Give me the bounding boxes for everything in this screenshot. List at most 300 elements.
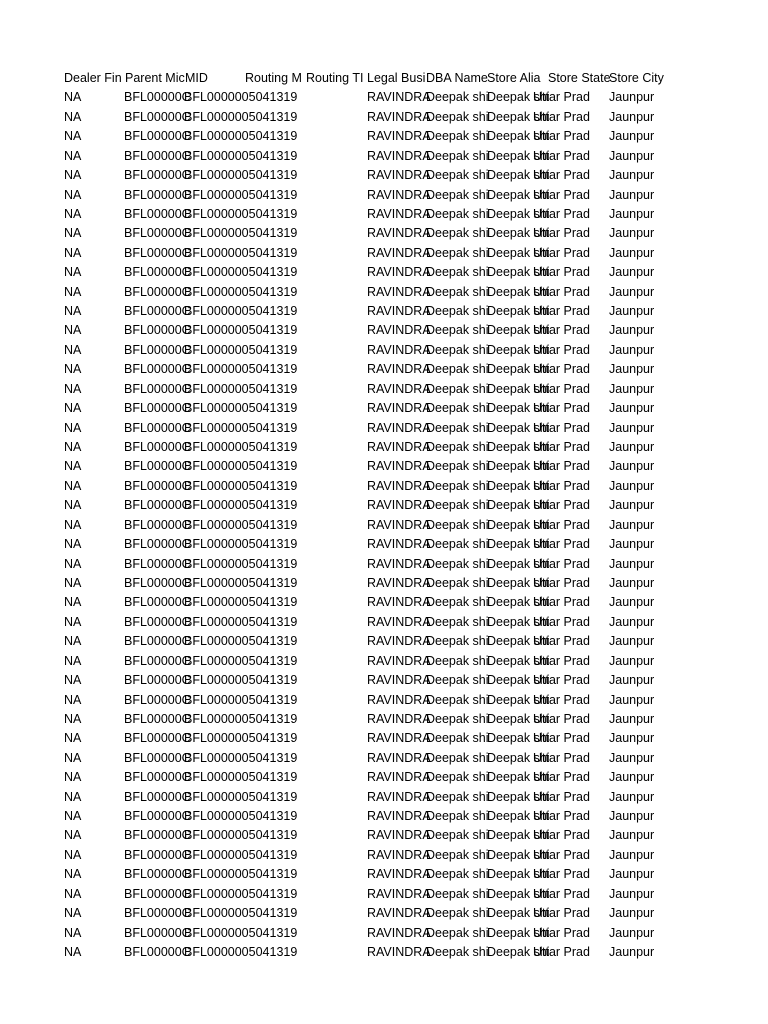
- cell-legal-business: RAVINDRA: [367, 809, 431, 824]
- cell-mid: BFL0000005041319: [184, 226, 298, 241]
- cell-mid: BFL0000005041319: [184, 595, 298, 610]
- cell-dealer-fin: NA: [64, 692, 82, 707]
- cell-store-alias: Deepak shi: [487, 265, 550, 280]
- cell-dba-name: Deepak shi: [426, 265, 489, 280]
- cell-mid: BFL0000005041319: [184, 420, 298, 435]
- cell-dealer-fin: NA: [64, 459, 82, 474]
- cell-dba-name: Deepak shi: [426, 90, 489, 105]
- table-row: [0, 341, 768, 360]
- cell-store-state: Uttar Prad: [533, 847, 590, 862]
- cell-dealer-fin: NA: [64, 711, 82, 726]
- cell-dealer-fin: NA: [64, 478, 82, 493]
- cell-dealer-fin: NA: [64, 187, 82, 202]
- header-dba-name: DBA Name: [426, 71, 488, 85]
- cell-store-city: Jaunpur: [609, 886, 655, 901]
- cell-parent-mid: BFL00000C: [124, 595, 191, 610]
- cell-dba-name: Deepak shi: [426, 537, 489, 552]
- cell-parent-mid: BFL00000C: [124, 517, 191, 532]
- cell-store-alias: Deepak shi: [487, 537, 550, 552]
- cell-mid: BFL0000005041319: [184, 556, 298, 571]
- header-routing-ti: Routing TI: [306, 71, 364, 85]
- cell-mid: BFL0000005041319: [184, 265, 298, 280]
- table-row: [0, 943, 768, 962]
- cell-dba-name: Deepak shi: [426, 187, 489, 202]
- table-row: [0, 710, 768, 729]
- table-row: [0, 263, 768, 282]
- cell-legal-business: RAVINDRA: [367, 789, 431, 804]
- cell-store-alias: Deepak shi: [487, 711, 550, 726]
- header-dealer-fin: Dealer Fin: [64, 71, 122, 85]
- cell-dba-name: Deepak shi: [426, 595, 489, 610]
- cell-dealer-fin: NA: [64, 90, 82, 105]
- cell-mid: BFL0000005041319: [184, 440, 298, 455]
- header-store-alias: Store Alia: [487, 71, 541, 85]
- cell-store-alias: Deepak shi: [487, 362, 550, 377]
- cell-store-state: Uttar Prad: [533, 498, 590, 513]
- cell-mid: BFL0000005041319: [184, 284, 298, 299]
- cell-dealer-fin: NA: [64, 867, 82, 882]
- cell-parent-mid: BFL00000C: [124, 362, 191, 377]
- cell-store-alias: Deepak shi: [487, 770, 550, 785]
- cell-parent-mid: BFL00000C: [124, 770, 191, 785]
- cell-legal-business: RAVINDRA: [367, 595, 431, 610]
- cell-store-city: Jaunpur: [609, 595, 655, 610]
- cell-store-alias: Deepak shi: [487, 304, 550, 319]
- cell-legal-business: RAVINDRA: [367, 692, 431, 707]
- table-row: [0, 865, 768, 884]
- cell-legal-business: RAVINDRA: [367, 342, 431, 357]
- cell-parent-mid: BFL00000C: [124, 206, 191, 221]
- cell-store-city: Jaunpur: [609, 381, 655, 396]
- cell-legal-business: RAVINDRA: [367, 187, 431, 202]
- cell-parent-mid: BFL00000C: [124, 886, 191, 901]
- cell-parent-mid: BFL00000C: [124, 284, 191, 299]
- cell-store-city: Jaunpur: [609, 711, 655, 726]
- cell-dealer-fin: NA: [64, 304, 82, 319]
- cell-dealer-fin: NA: [64, 537, 82, 552]
- cell-parent-mid: BFL00000C: [124, 750, 191, 765]
- cell-store-state: Uttar Prad: [533, 362, 590, 377]
- cell-dba-name: Deepak shi: [426, 148, 489, 163]
- cell-store-alias: Deepak shi: [487, 886, 550, 901]
- cell-dealer-fin: NA: [64, 789, 82, 804]
- cell-legal-business: RAVINDRA: [367, 362, 431, 377]
- table-row: [0, 904, 768, 923]
- cell-dealer-fin: NA: [64, 226, 82, 241]
- cell-store-state: Uttar Prad: [533, 245, 590, 260]
- cell-parent-mid: BFL00000C: [124, 323, 191, 338]
- table-row: [0, 652, 768, 671]
- cell-dba-name: Deepak shi: [426, 284, 489, 299]
- table-row: [0, 360, 768, 379]
- header-row: [0, 69, 768, 88]
- cell-mid: BFL0000005041319: [184, 478, 298, 493]
- cell-store-state: Uttar Prad: [533, 381, 590, 396]
- cell-dealer-fin: NA: [64, 828, 82, 843]
- cell-mid: BFL0000005041319: [184, 731, 298, 746]
- cell-store-state: Uttar Prad: [533, 517, 590, 532]
- cell-legal-business: RAVINDRA: [367, 634, 431, 649]
- cell-parent-mid: BFL00000C: [124, 304, 191, 319]
- cell-store-alias: Deepak shi: [487, 634, 550, 649]
- cell-legal-business: RAVINDRA: [367, 886, 431, 901]
- cell-dealer-fin: NA: [64, 634, 82, 649]
- cell-store-state: Uttar Prad: [533, 226, 590, 241]
- table-row: [0, 846, 768, 865]
- cell-mid: BFL0000005041319: [184, 886, 298, 901]
- cell-parent-mid: BFL00000C: [124, 168, 191, 183]
- cell-dba-name: Deepak shi: [426, 906, 489, 921]
- table-row: [0, 535, 768, 554]
- cell-dba-name: Deepak shi: [426, 770, 489, 785]
- cell-dba-name: Deepak shi: [426, 575, 489, 590]
- cell-dealer-fin: NA: [64, 206, 82, 221]
- cell-store-alias: Deepak shi: [487, 809, 550, 824]
- table-row: [0, 438, 768, 457]
- cell-dba-name: Deepak shi: [426, 809, 489, 824]
- cell-parent-mid: BFL00000C: [124, 498, 191, 513]
- cell-mid: BFL0000005041319: [184, 809, 298, 824]
- cell-parent-mid: BFL00000C: [124, 847, 191, 862]
- cell-store-alias: Deepak shi: [487, 614, 550, 629]
- cell-mid: BFL0000005041319: [184, 304, 298, 319]
- cell-legal-business: RAVINDRA: [367, 265, 431, 280]
- table-row: [0, 768, 768, 787]
- cell-dba-name: Deepak shi: [426, 867, 489, 882]
- table-row: [0, 166, 768, 185]
- cell-mid: BFL0000005041319: [184, 381, 298, 396]
- cell-store-alias: Deepak shi: [487, 401, 550, 416]
- cell-dba-name: Deepak shi: [426, 789, 489, 804]
- cell-dealer-fin: NA: [64, 323, 82, 338]
- table-row: [0, 477, 768, 496]
- cell-store-state: Uttar Prad: [533, 459, 590, 474]
- cell-dealer-fin: NA: [64, 750, 82, 765]
- cell-parent-mid: BFL00000C: [124, 148, 191, 163]
- cell-store-alias: Deepak shi: [487, 789, 550, 804]
- table-row: [0, 826, 768, 845]
- header-routing-m: Routing M: [245, 71, 302, 85]
- cell-dba-name: Deepak shi: [426, 478, 489, 493]
- cell-store-state: Uttar Prad: [533, 420, 590, 435]
- cell-store-alias: Deepak shi: [487, 478, 550, 493]
- cell-legal-business: RAVINDRA: [367, 284, 431, 299]
- cell-store-state: Uttar Prad: [533, 886, 590, 901]
- data-rows: [0, 88, 768, 962]
- cell-mid: BFL0000005041319: [184, 828, 298, 843]
- header-parent-mid: Parent Mic: [125, 71, 185, 85]
- cell-dealer-fin: NA: [64, 944, 82, 959]
- cell-dealer-fin: NA: [64, 906, 82, 921]
- cell-mid: BFL0000005041319: [184, 459, 298, 474]
- cell-store-alias: Deepak shi: [487, 323, 550, 338]
- cell-parent-mid: BFL00000C: [124, 711, 191, 726]
- cell-store-city: Jaunpur: [609, 556, 655, 571]
- cell-store-alias: Deepak shi: [487, 109, 550, 124]
- cell-store-state: Uttar Prad: [533, 925, 590, 940]
- cell-store-state: Uttar Prad: [533, 789, 590, 804]
- cell-store-state: Uttar Prad: [533, 653, 590, 668]
- cell-mid: BFL0000005041319: [184, 206, 298, 221]
- cell-store-city: Jaunpur: [609, 459, 655, 474]
- cell-parent-mid: BFL00000C: [124, 828, 191, 843]
- cell-store-state: Uttar Prad: [533, 537, 590, 552]
- table-row: [0, 88, 768, 107]
- cell-store-city: Jaunpur: [609, 323, 655, 338]
- table-row: [0, 496, 768, 515]
- cell-store-state: Uttar Prad: [533, 770, 590, 785]
- cell-store-alias: Deepak shi: [487, 673, 550, 688]
- table-row: [0, 749, 768, 768]
- cell-dealer-fin: NA: [64, 673, 82, 688]
- cell-dealer-fin: NA: [64, 556, 82, 571]
- cell-mid: BFL0000005041319: [184, 148, 298, 163]
- cell-dealer-fin: NA: [64, 168, 82, 183]
- cell-store-alias: Deepak shi: [487, 828, 550, 843]
- cell-mid: BFL0000005041319: [184, 342, 298, 357]
- cell-legal-business: RAVINDRA: [367, 828, 431, 843]
- cell-store-city: Jaunpur: [609, 809, 655, 824]
- cell-store-alias: Deepak shi: [487, 148, 550, 163]
- cell-legal-business: RAVINDRA: [367, 148, 431, 163]
- cell-store-city: Jaunpur: [609, 847, 655, 862]
- cell-mid: BFL0000005041319: [184, 634, 298, 649]
- cell-mid: BFL0000005041319: [184, 517, 298, 532]
- cell-legal-business: RAVINDRA: [367, 440, 431, 455]
- cell-store-state: Uttar Prad: [533, 401, 590, 416]
- table-row: [0, 788, 768, 807]
- cell-store-city: Jaunpur: [609, 692, 655, 707]
- cell-store-city: Jaunpur: [609, 770, 655, 785]
- cell-parent-mid: BFL00000C: [124, 537, 191, 552]
- cell-store-alias: Deepak shi: [487, 498, 550, 513]
- cell-legal-business: RAVINDRA: [367, 109, 431, 124]
- cell-store-state: Uttar Prad: [533, 556, 590, 571]
- cell-mid: BFL0000005041319: [184, 847, 298, 862]
- cell-parent-mid: BFL00000C: [124, 187, 191, 202]
- cell-store-state: Uttar Prad: [533, 187, 590, 202]
- cell-store-city: Jaunpur: [609, 284, 655, 299]
- cell-store-alias: Deepak shi: [487, 459, 550, 474]
- cell-parent-mid: BFL00000C: [124, 440, 191, 455]
- cell-dba-name: Deepak shi: [426, 731, 489, 746]
- cell-store-city: Jaunpur: [609, 109, 655, 124]
- cell-legal-business: RAVINDRA: [367, 245, 431, 260]
- cell-dba-name: Deepak shi: [426, 206, 489, 221]
- cell-dba-name: Deepak shi: [426, 886, 489, 901]
- cell-dba-name: Deepak shi: [426, 673, 489, 688]
- sheet-grid: [0, 69, 768, 962]
- cell-dba-name: Deepak shi: [426, 323, 489, 338]
- table-row: [0, 691, 768, 710]
- cell-store-city: Jaunpur: [609, 148, 655, 163]
- cell-legal-business: RAVINDRA: [367, 90, 431, 105]
- cell-dba-name: Deepak shi: [426, 498, 489, 513]
- cell-store-state: Uttar Prad: [533, 323, 590, 338]
- cell-store-city: Jaunpur: [609, 614, 655, 629]
- cell-store-alias: Deepak shi: [487, 595, 550, 610]
- cell-dealer-fin: NA: [64, 362, 82, 377]
- cell-parent-mid: BFL00000C: [124, 789, 191, 804]
- table-row: [0, 380, 768, 399]
- cell-store-city: Jaunpur: [609, 537, 655, 552]
- cell-mid: BFL0000005041319: [184, 109, 298, 124]
- table-row: [0, 924, 768, 943]
- cell-legal-business: RAVINDRA: [367, 226, 431, 241]
- cell-parent-mid: BFL00000C: [124, 614, 191, 629]
- table-row: [0, 147, 768, 166]
- cell-store-state: Uttar Prad: [533, 673, 590, 688]
- cell-legal-business: RAVINDRA: [367, 323, 431, 338]
- cell-mid: BFL0000005041319: [184, 750, 298, 765]
- cell-legal-business: RAVINDRA: [367, 750, 431, 765]
- cell-dba-name: Deepak shi: [426, 304, 489, 319]
- cell-dba-name: Deepak shi: [426, 925, 489, 940]
- cell-parent-mid: BFL00000C: [124, 809, 191, 824]
- cell-parent-mid: BFL00000C: [124, 342, 191, 357]
- cell-store-state: Uttar Prad: [533, 867, 590, 882]
- cell-store-state: Uttar Prad: [533, 731, 590, 746]
- cell-store-alias: Deepak shi: [487, 226, 550, 241]
- cell-legal-business: RAVINDRA: [367, 401, 431, 416]
- cell-store-city: Jaunpur: [609, 750, 655, 765]
- cell-mid: BFL0000005041319: [184, 673, 298, 688]
- cell-legal-business: RAVINDRA: [367, 906, 431, 921]
- cell-mid: BFL0000005041319: [184, 653, 298, 668]
- cell-dealer-fin: NA: [64, 653, 82, 668]
- header-mid: MID: [185, 71, 208, 85]
- cell-dealer-fin: NA: [64, 498, 82, 513]
- cell-dealer-fin: NA: [64, 265, 82, 280]
- cell-parent-mid: BFL00000C: [124, 867, 191, 882]
- cell-dba-name: Deepak shi: [426, 342, 489, 357]
- table-row: [0, 574, 768, 593]
- cell-store-state: Uttar Prad: [533, 168, 590, 183]
- cell-store-city: Jaunpur: [609, 731, 655, 746]
- cell-store-alias: Deepak shi: [487, 575, 550, 590]
- cell-store-alias: Deepak shi: [487, 847, 550, 862]
- cell-legal-business: RAVINDRA: [367, 129, 431, 144]
- cell-mid: BFL0000005041319: [184, 789, 298, 804]
- table-row: [0, 399, 768, 418]
- cell-mid: BFL0000005041319: [184, 498, 298, 513]
- cell-store-state: Uttar Prad: [533, 265, 590, 280]
- cell-parent-mid: BFL00000C: [124, 381, 191, 396]
- cell-store-city: Jaunpur: [609, 168, 655, 183]
- cell-store-city: Jaunpur: [609, 90, 655, 105]
- cell-mid: BFL0000005041319: [184, 401, 298, 416]
- cell-parent-mid: BFL00000C: [124, 575, 191, 590]
- cell-legal-business: RAVINDRA: [367, 673, 431, 688]
- cell-store-state: Uttar Prad: [533, 828, 590, 843]
- cell-store-state: Uttar Prad: [533, 129, 590, 144]
- table-row: [0, 457, 768, 476]
- cell-store-alias: Deepak shi: [487, 517, 550, 532]
- cell-dealer-fin: NA: [64, 809, 82, 824]
- cell-legal-business: RAVINDRA: [367, 770, 431, 785]
- cell-mid: BFL0000005041319: [184, 770, 298, 785]
- cell-parent-mid: BFL00000C: [124, 265, 191, 280]
- cell-store-city: Jaunpur: [609, 653, 655, 668]
- cell-dealer-fin: NA: [64, 886, 82, 901]
- cell-mid: BFL0000005041319: [184, 168, 298, 183]
- cell-legal-business: RAVINDRA: [367, 731, 431, 746]
- cell-store-alias: Deepak shi: [487, 187, 550, 202]
- cell-dba-name: Deepak shi: [426, 653, 489, 668]
- cell-dealer-fin: NA: [64, 342, 82, 357]
- cell-store-state: Uttar Prad: [533, 148, 590, 163]
- cell-store-alias: Deepak shi: [487, 906, 550, 921]
- table-row: [0, 671, 768, 690]
- cell-store-state: Uttar Prad: [533, 440, 590, 455]
- cell-mid: BFL0000005041319: [184, 711, 298, 726]
- table-row: [0, 321, 768, 340]
- cell-store-state: Uttar Prad: [533, 634, 590, 649]
- cell-legal-business: RAVINDRA: [367, 206, 431, 221]
- cell-store-city: Jaunpur: [609, 206, 655, 221]
- cell-dealer-fin: NA: [64, 148, 82, 163]
- cell-dba-name: Deepak shi: [426, 944, 489, 959]
- cell-dba-name: Deepak shi: [426, 459, 489, 474]
- cell-store-state: Uttar Prad: [533, 284, 590, 299]
- cell-store-alias: Deepak shi: [487, 692, 550, 707]
- table-row: [0, 885, 768, 904]
- table-row: [0, 205, 768, 224]
- cell-dba-name: Deepak shi: [426, 168, 489, 183]
- cell-dealer-fin: NA: [64, 770, 82, 785]
- cell-legal-business: RAVINDRA: [367, 867, 431, 882]
- cell-store-city: Jaunpur: [609, 245, 655, 260]
- cell-legal-business: RAVINDRA: [367, 381, 431, 396]
- cell-store-alias: Deepak shi: [487, 867, 550, 882]
- cell-parent-mid: BFL00000C: [124, 459, 191, 474]
- header-legal-busi: Legal Busi: [367, 71, 426, 85]
- cell-store-city: Jaunpur: [609, 187, 655, 202]
- cell-store-alias: Deepak shi: [487, 90, 550, 105]
- table-row: [0, 186, 768, 205]
- cell-store-alias: Deepak shi: [487, 129, 550, 144]
- cell-dealer-fin: NA: [64, 109, 82, 124]
- cell-store-city: Jaunpur: [609, 420, 655, 435]
- cell-store-state: Uttar Prad: [533, 711, 590, 726]
- cell-store-city: Jaunpur: [609, 925, 655, 940]
- cell-store-city: Jaunpur: [609, 362, 655, 377]
- cell-store-city: Jaunpur: [609, 944, 655, 959]
- cell-store-city: Jaunpur: [609, 789, 655, 804]
- cell-parent-mid: BFL00000C: [124, 109, 191, 124]
- cell-store-city: Jaunpur: [609, 478, 655, 493]
- cell-store-state: Uttar Prad: [533, 342, 590, 357]
- cell-mid: BFL0000005041319: [184, 575, 298, 590]
- cell-dealer-fin: NA: [64, 731, 82, 746]
- table-row: [0, 729, 768, 748]
- cell-legal-business: RAVINDRA: [367, 478, 431, 493]
- cell-dealer-fin: NA: [64, 575, 82, 590]
- cell-legal-business: RAVINDRA: [367, 168, 431, 183]
- cell-store-city: Jaunpur: [609, 440, 655, 455]
- cell-store-city: Jaunpur: [609, 673, 655, 688]
- cell-store-alias: Deepak shi: [487, 944, 550, 959]
- cell-legal-business: RAVINDRA: [367, 925, 431, 940]
- table-row: [0, 419, 768, 438]
- cell-mid: BFL0000005041319: [184, 867, 298, 882]
- cell-dealer-fin: NA: [64, 381, 82, 396]
- cell-legal-business: RAVINDRA: [367, 847, 431, 862]
- header-store-city: Store City: [609, 71, 664, 85]
- cell-mid: BFL0000005041319: [184, 362, 298, 377]
- cell-mid: BFL0000005041319: [184, 944, 298, 959]
- cell-dba-name: Deepak shi: [426, 556, 489, 571]
